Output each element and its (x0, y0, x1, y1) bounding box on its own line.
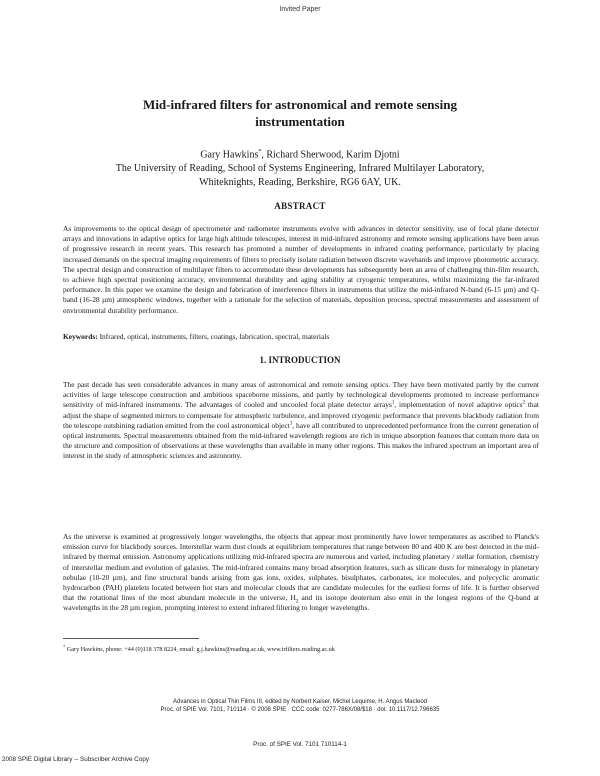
paper-title-line-1: Mid-infrared filters for astronomical and remote sensing (143, 97, 457, 112)
author-footnote-mark: * (258, 149, 262, 155)
intro-p1-text-a: The past decade has seen considerable advances in many areas of astronomical and remote sensing optics. They have been motivated partly by the current activities of large telescope construction and ambitious spaceborne missions, and partly by technological developments promoted to increase performance sensitivity of mid-infrared instruments. The advantages of cooled and uncooled focal plane detector arrays (63, 380, 539, 410)
keywords-label: Keywords: (63, 332, 98, 341)
page-number: Proc. of SPIE Vol. 7101 710114-1 (253, 741, 347, 748)
intro-paragraph-2 (63, 532, 539, 614)
abstract-text: As improvements to the optical design of spectrometer and radiometer instruments evolve with advances in detector sensitivity, use of focal plane detector arrays and innovations in adaptive optics for large high altitude telescopes, interest in mid-infrared astronomy and remote sensing applications have been areas of progressive research in recent years. This research has promoted a number of developments in infrared coating performance, particularly by placing increased demands on the spectral imaging requirements of filters to precisely isolate radiation between discrete wavebands and improve photometric accuracy. The spectral design and construction of multilayer filters to accommodate these developments has subsequently been an area of challenging thin-film research, to achieve high spectral positioning accuracy, environmental durability and aging stability at cryogenic temperatures, whilst maximizing the far-infrared performance. In this paper we examine the design and fabrication of interference filters in instruments that utilize the mid-infrared N-band (6-15 µm) and Q-band (16-28 µm) atmospheric windows, together with a rationale for the selection of materials, deposition process, spectral measurements and assessment of environmental durability performance. (63, 224, 539, 315)
reference-3: 3 (289, 421, 293, 427)
library-notice: 2008 SPIE Digital Library -- Subscriber Archive Copy (2, 756, 149, 763)
footnote-divider (63, 638, 199, 639)
author-line (60, 145, 540, 162)
intro-p1-text-d: , have all contributed to unprecedented performance from the current generation of optical instruments. Spectral measurements obtained from the mid-infrared wavelength regions are rich in unique absorption features that contain more data on the structure and composition of observations at these wavelengths than available in many other regions. This makes the infrared spectrum an important area of interest in the study of atmospheric sciences and astronomy. (63, 420, 539, 461)
paper-title-line-2: instrumentation (255, 114, 345, 129)
invited-paper-label: Invited Paper (279, 6, 321, 13)
keywords-text: Infrared, optical, instruments, filters, coatings, fabrication, spectral, materials (97, 332, 330, 341)
proceedings-line-2: Proc. of SPIE Vol. 7101, 710114 · © 2008 SPIE · CCC code: 0277-786X/08/$18 · doi: 10.1117/12.796635 (160, 706, 440, 713)
paper-title (80, 96, 520, 130)
section-heading-introduction: 1. INTRODUCTION (259, 355, 341, 365)
reference-1: 1 (391, 400, 395, 406)
intro-paragraph-1 (63, 380, 539, 462)
intro-p2-text-b: and its isotope deuterium also emit in the longest regions of the Q-band at wavelengths in the 28 µm region, prompting interest to extend infrared filtering to longer wavelengths. (63, 593, 539, 613)
keywords-line (63, 332, 539, 342)
author-footnote (63, 642, 539, 654)
proceedings-info (0, 699, 600, 714)
author-names-rest: , Richard Sherwood, Karim Djotni (261, 149, 400, 161)
affiliation-line-2: Whiteknights, Reading, Berkshire, RG6 6AY, UK. (199, 177, 401, 189)
footnote-mark: * (63, 644, 66, 649)
intro-p1-text-b: , implementation of novel adaptive optics (394, 400, 523, 410)
author-name-1: Gary Hawkins (200, 149, 259, 161)
subscript-2: 2 (295, 599, 299, 605)
proceedings-line-1: Advances in Optical Thin Films III, edited by Norbert Kaiser, Michel Lequime, H. Angus Macleod (172, 699, 427, 705)
author-block (60, 145, 540, 190)
reference-2: 2 (522, 400, 526, 406)
abstract-heading: ABSTRACT (274, 201, 326, 211)
footnote-text: Gary Hawkins, phone: +44 (0)118 378 8224, email: g.j.hawkins@reading.ac.uk, www.irfilters.reading.ac.uk (65, 646, 335, 654)
affiliation-line-1: The University of Reading, School of Systems Engineering, Infrared Multilayer Laboratory, (115, 163, 485, 175)
intro-p2-text-a: As the universe is examined at progressively longer wavelengths, the objects that appear most prominently have lower temperatures as ascribed to Planck's emission curve for blackbody sources. Interstellar warm dust clouds at equilibrium temperatures that range between 80 and 400 K are best detected in the mid-infrared by thermal emission. Astronomy applications utilizing mid-infrared spectra are numerous and varied, including planetary / stellar formation, chemistry of interstellar medium and evolution of galaxies. The mid-infrared contains many broad absorption features, such as silicate dusts for mineralogy in planetary nebulae (10-20 µm), and fine structural bands arising from gas ions, oxides, sulphates, bisulphates, carbonates, ice molecules, and polycyclic aromatic hydrocarbon (PAH) platelets located between hot stars and molecular clouds that are candidate molecules for the earliest forms of life. It is further observed that the rotational lines of the most abundant molecule in the universe, H (63, 532, 539, 603)
intro-p1-text-c: that adjust the shape of segmented mirrors to compensate for atmospheric turbulence, and improved cryogenic performance that prevents blackbody radiation from the telescope outshining radiation emitted from the cool astronomical object (63, 400, 539, 430)
